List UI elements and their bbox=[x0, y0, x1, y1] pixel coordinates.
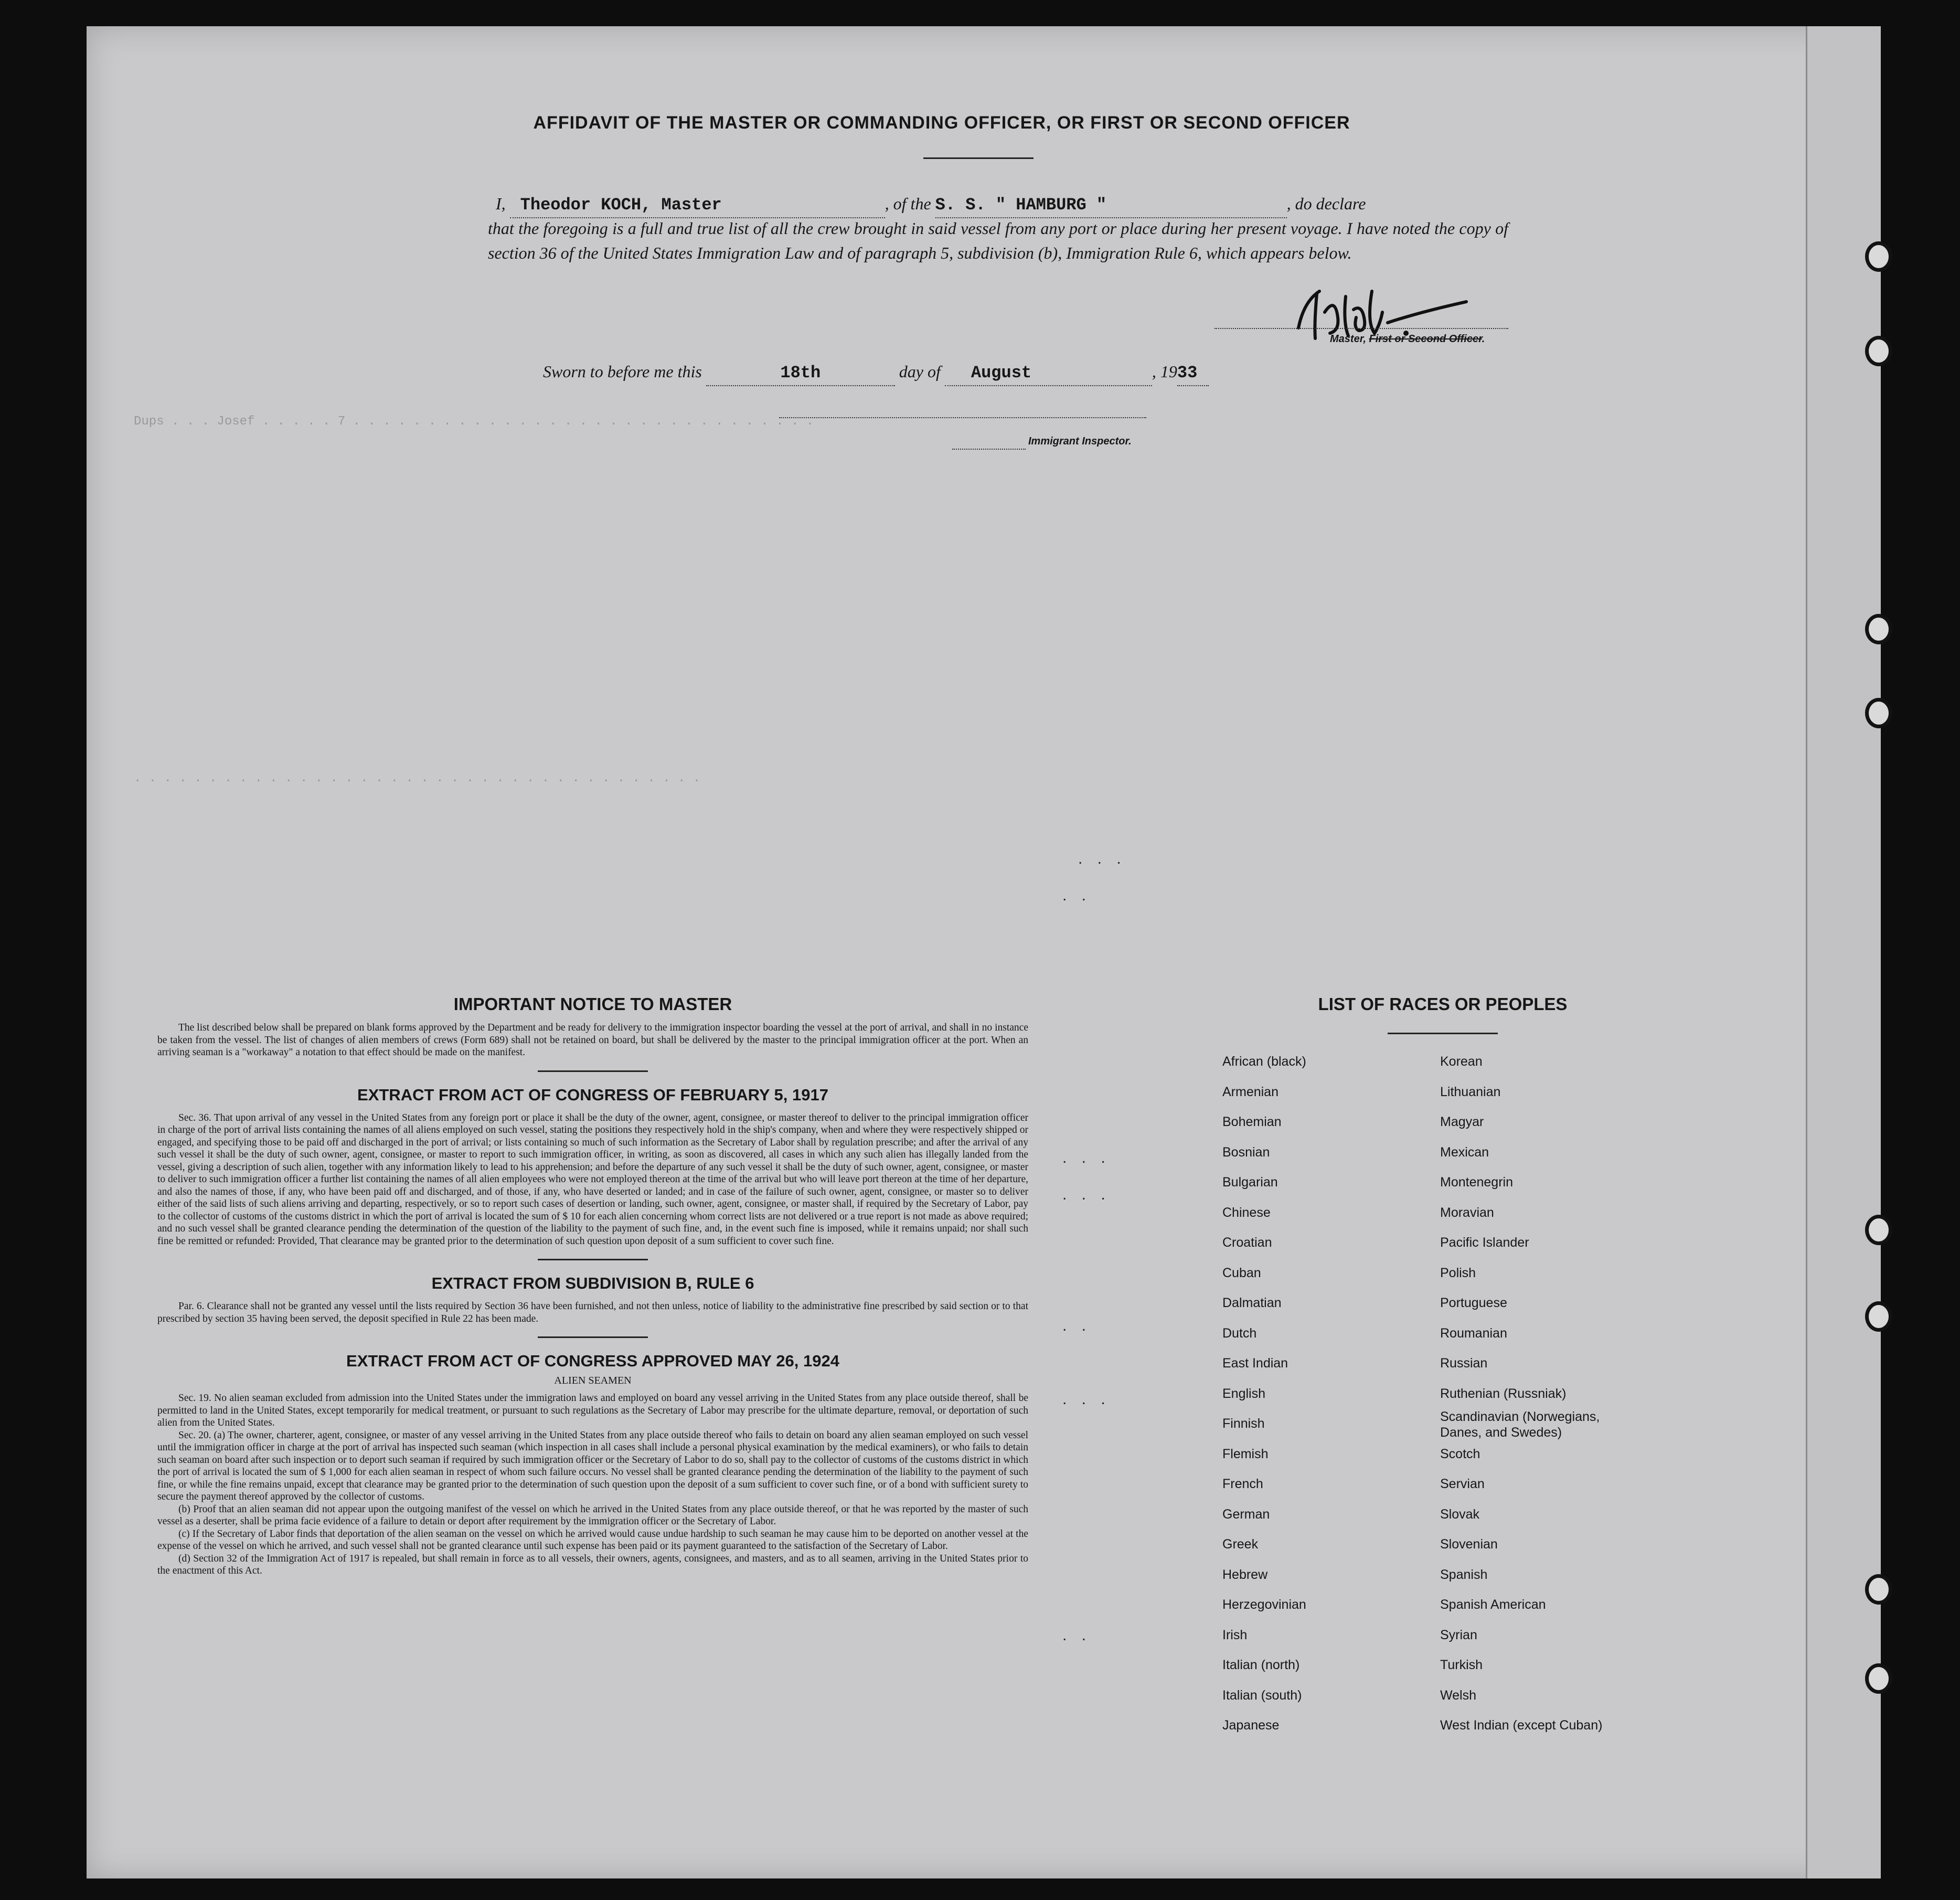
binder-hole bbox=[1865, 1215, 1892, 1245]
binder-hole bbox=[1865, 336, 1892, 366]
race-item: Flemish bbox=[1222, 1446, 1269, 1461]
race-item: Armenian bbox=[1222, 1084, 1279, 1099]
inspector-line-2 bbox=[952, 449, 1026, 450]
race-item: Slovak bbox=[1440, 1506, 1480, 1522]
race-item: German bbox=[1222, 1506, 1270, 1522]
binder-hole bbox=[1865, 241, 1892, 272]
race-item: Dutch bbox=[1222, 1325, 1257, 1341]
sworn-mid: day of bbox=[899, 362, 941, 381]
race-item: Bohemian bbox=[1222, 1114, 1282, 1129]
extract-1917-text: Sec. 36. That upon arrival of any vessel in the United States from any foreign port or place it shall be the duty of the owner, agent, consignee, or master thereof to deliver to the principal immigration officer in charge of the port of arrival lists containing the names of all aliens employed on such vessel, stating the positions they respectively hold in the ship's company, when and where they were respectively shipped or engaged, and specifying those to be paid off and discharged in the port of arrival; or lists containing so much of such information as the Secretary of Labor shall by regulation prescribe; and after the arrival of any such vessel it shall be the duty of such owner, agent, consignee, or master to report to such immigration officer, in writing, as soon as discovered, all cases in which any such alien has illegally landed from the vessel, giving a description of such alien, together with any information likely to lead to his apprehension; and before the departure of any such vessel it shall be the duty of such owner, agent, consignee, or master to deliver to such immigration officer a further list containing the names of all alien employees who were not employed thereon at the time of the arrival but who will leave port thereon at the time of her departure, and also the names of those, if any, who have been paid off and discharged, and of those, if any, who have deserted or landed; and in case of the failure of such owner, agent, consignee, or master so to deliver either of the said lists of such aliens arriving and departing, respectively, or so to report such cases of desertion or landing, such owner, agent, consignee, or master shall, if required by the Secretary of Labor, pay to the collector of customs of the customs district in which the port of arrival is located the sum of $ 10 for each alien concerning whom correct lists are not delivered or a true report is not made as above required; and no such vessel shall be granted clearance pending the determination of the question of the liability to the payment of such fine, and, in the event such fine is imposed, while it remains unpaid; nor shall such fine be remitted or refunded: Provided, That clearance may be granted prior to the determination of such question upon deposit of a sum sufficient to cover such fine. bbox=[157, 1112, 1028, 1247]
race-item: Japanese bbox=[1222, 1718, 1280, 1733]
extract-1924-title: EXTRACT FROM ACT OF CONGRESS APPROVED MAY 26, 1924 bbox=[346, 1352, 839, 1370]
signature-line bbox=[1215, 328, 1508, 329]
section-divider bbox=[538, 1259, 648, 1260]
binder-hole bbox=[1865, 1301, 1892, 1332]
sworn-line bbox=[543, 359, 1209, 386]
race-item: Roumanian bbox=[1440, 1325, 1507, 1341]
race-item: Spanish bbox=[1440, 1567, 1488, 1582]
race-item: Irish bbox=[1222, 1627, 1248, 1642]
extract-1917-title: EXTRACT FROM ACT OF CONGRESS OF FEBRUARY 5, 1917 bbox=[357, 1085, 828, 1104]
race-item: Welsh bbox=[1440, 1687, 1477, 1703]
sworn-year-field: 33 bbox=[1177, 360, 1209, 386]
binder-hole bbox=[1865, 1663, 1892, 1694]
races-column-2 bbox=[1440, 1047, 1639, 1741]
dot-marks: . . bbox=[1062, 1317, 1092, 1334]
race-item: Servian bbox=[1440, 1477, 1485, 1491]
binder-hole bbox=[1865, 614, 1892, 644]
race-item: Herzegovinian bbox=[1222, 1597, 1306, 1612]
race-item: French bbox=[1222, 1477, 1263, 1491]
races-column-1 bbox=[1222, 1047, 1306, 1741]
race-item: Bulgarian bbox=[1222, 1175, 1278, 1190]
race-item: East Indian bbox=[1222, 1356, 1288, 1371]
race-item: Russian bbox=[1440, 1356, 1488, 1371]
title-underline bbox=[923, 157, 1034, 159]
document-page bbox=[87, 26, 1881, 1878]
extract-rule6-text: Par. 6. Clearance shall not be granted any vessel until the lists required by Section 36 have been furnished, and not then unless, notice of liability to the administrative fine prescribed by said section or to that prescribed by section 35 having been served, the deposit specified in Rule 22 has been made. bbox=[157, 1301, 1028, 1324]
extract-1924-text: Sec. 19. No alien seaman excluded from admission into the United States under the immigration laws and employed on board any vessel arriving in the United States from any place outside thereof, shall be permitted to land in the United States, except temporarily for medical treatment, or pursuant to such regulations as the Secretary of Labor may prescribe for the ultimate departure, removal, or deportation of such alien from the United States. Sec. 20. (a) The owner, charterer, agent, consignee, or master of any vessel arriving in the United States from any place outside thereof who fails to detain on board any alien seaman employed on such vessel until the immigration officer in charge at the port of arrival has inspected such seaman (which inspection in all cases shall include a personal physical examination by the medical examiners), or who fails to detain such seaman on board after such inspection or to deport such seaman if required by such immigration officer or the Secretary of Labor to do so, shall pay to the collector of customs of the customs district in which the port of arrival is located the sum of $ 1,000 for each alien seaman in respect of whom such failure occurs. No vessel shall be granted clearance pending the determination of the liability to the payment of such fine, or while the fine remains unpaid, except that clearance may be granted prior to the determination of such question upon the deposit of a sum sufficient to cover such fine, or of a bond with sufficient surety to secure the payment thereof approved by the collector of customs. (b) Proof that an alien seaman did not appear upon the outgoing manifest of the vessel on which he arrived in the United States from any place outside thereof, or that he was reported by the master of such vessel as a deserter, shall be prima facie evidence of a failure to detain or deport after requirement by the immigration officer or the Secretary of Labor. (c) If the Secretary of Labor finds that deportation of the alien seaman on the vessel on which he arrived would cause undue hardship to such seaman he may cause him to be deported on another vessel at the expense of the vessel on which he arrived, and such vessel shall not be granted clearance until such expense has been paid or its payment guaranteed to the satisfaction of the Secretary of Labor. (d) Section 32 of the Immigration Act of 1917 is repealed, but shall remain in force as to all vessels, their owners, agents, consignees, and masters, and as to all seamen, arriving in the United States prior to the enactment of this Act. bbox=[157, 1393, 1028, 1576]
race-item: Scotch bbox=[1440, 1446, 1480, 1461]
sworn-prefix: Sworn to before me this bbox=[543, 362, 702, 381]
declaration-mid: , of the bbox=[885, 194, 931, 213]
affidavit-title: AFFIDAVIT OF THE MASTER OR COMMANDING OFFICER, OR FIRST OR SECOND OFFICER bbox=[533, 113, 1350, 133]
extract-1924-subtitle: ALIEN SEAMEN bbox=[554, 1375, 632, 1386]
race-item: Polish bbox=[1440, 1265, 1476, 1280]
dot-marks: . . . bbox=[1062, 1149, 1111, 1166]
dot-marks: . . . bbox=[1062, 1390, 1111, 1408]
sworn-month-field: August bbox=[945, 360, 1152, 386]
race-item: Spanish American bbox=[1440, 1597, 1546, 1612]
race-item: Montenegrin bbox=[1440, 1175, 1513, 1190]
dot-marks: . . bbox=[1062, 1627, 1092, 1644]
race-item: Pacific Islander bbox=[1440, 1235, 1529, 1250]
race-item: West Indian (except Cuban) bbox=[1440, 1718, 1603, 1733]
race-item: Magyar bbox=[1440, 1114, 1484, 1129]
race-item: African (black) bbox=[1222, 1054, 1306, 1069]
race-item: Italian (south) bbox=[1222, 1687, 1302, 1703]
race-item: Croatian bbox=[1222, 1235, 1272, 1250]
race-item: Hebrew bbox=[1222, 1567, 1268, 1582]
race-item: Moravian bbox=[1440, 1205, 1494, 1220]
section-divider bbox=[538, 1336, 648, 1338]
declaration-line bbox=[496, 192, 1611, 218]
declaration-body: that the foregoing is a full and true list of all the crew brought in said vessel from any port or place during her present voyage. I have noted the copy of section 36 of the United States Immigration Law and of paragraph 5, subdivision (b), Immigration Rule 6, which appears below. bbox=[488, 219, 1508, 262]
race-item: Finnish bbox=[1222, 1416, 1265, 1431]
declaration-prefix: I, bbox=[496, 194, 506, 213]
race-item: Mexican bbox=[1440, 1144, 1489, 1160]
dot-marks: . . . bbox=[1062, 1186, 1111, 1203]
race-item: Chinese bbox=[1222, 1205, 1271, 1220]
bleed-through-text: Dups . . . Josef . . . . . 7 . . . . . . . . . . . . . . . . . . . . . . . . . . . . . . . bbox=[134, 415, 814, 429]
sworn-year-prefix: , 19 bbox=[1152, 362, 1177, 381]
race-item: Italian (north) bbox=[1222, 1658, 1300, 1672]
inspector-label: Immigrant Inspector. bbox=[1028, 436, 1132, 447]
sworn-day-field: 18th bbox=[706, 360, 895, 386]
extract-rule6-title: EXTRACT FROM SUBDIVISION B, RULE 6 bbox=[431, 1274, 754, 1292]
important-notice-title: IMPORTANT NOTICE TO MASTER bbox=[453, 994, 732, 1014]
race-item: Ruthenian (Russniak) bbox=[1440, 1386, 1567, 1401]
section-divider bbox=[538, 1070, 648, 1072]
inspector-line-1 bbox=[779, 417, 1146, 418]
race-item: Greek bbox=[1222, 1537, 1259, 1552]
race-item: Portuguese bbox=[1440, 1296, 1507, 1310]
left-column bbox=[157, 994, 1028, 1577]
race-item: Korean bbox=[1440, 1054, 1483, 1069]
dot-marks: . . bbox=[1062, 887, 1092, 904]
binder-hole bbox=[1865, 698, 1892, 728]
races-title-underline bbox=[1388, 1033, 1498, 1034]
race-item: English bbox=[1222, 1386, 1265, 1401]
declaration-suffix: , do declare bbox=[1286, 194, 1366, 213]
races-title: LIST OF RACES OR PEOPLES bbox=[1318, 994, 1568, 1014]
master-name-field: Theodor KOCH, Master bbox=[510, 193, 885, 218]
important-notice-text: The list described below shall be prepared on blank forms approved by the Department and be ready for delivery to the immigration inspector boarding the vessel at the port of arrival, and shall in no instance be taken from the vessel. The list of changes of alien members of crews (Form 689) shall not be retained on board, but shall be delivered by the master to the principal immigration officer at the port. When an arriving seaman is a "workaway" a notation to that effect should be made on the manifest. bbox=[157, 1022, 1028, 1058]
race-item: Slovenian bbox=[1440, 1537, 1498, 1552]
ship-name-field: S. S. " HAMBURG " bbox=[935, 193, 1287, 218]
race-item: Bosnian bbox=[1222, 1144, 1270, 1160]
race-item: Scandinavian (Norwegians, Danes, and Swedes) bbox=[1440, 1409, 1600, 1440]
dot-marks: . . . bbox=[1078, 850, 1126, 867]
race-item: Dalmatian bbox=[1222, 1296, 1282, 1310]
signature-label: Master, First or Second Officer. bbox=[1330, 333, 1485, 345]
binder-hole bbox=[1865, 1574, 1892, 1605]
bleed-through-text: . . . . . . . . . . . . . . . . . . . . . . . . . . . . . . . . . . . . . . bbox=[134, 771, 701, 786]
race-item: Lithuanian bbox=[1440, 1084, 1501, 1099]
race-item: Turkish bbox=[1440, 1658, 1483, 1672]
race-item: Cuban bbox=[1222, 1265, 1261, 1280]
race-item: Syrian bbox=[1440, 1627, 1477, 1642]
